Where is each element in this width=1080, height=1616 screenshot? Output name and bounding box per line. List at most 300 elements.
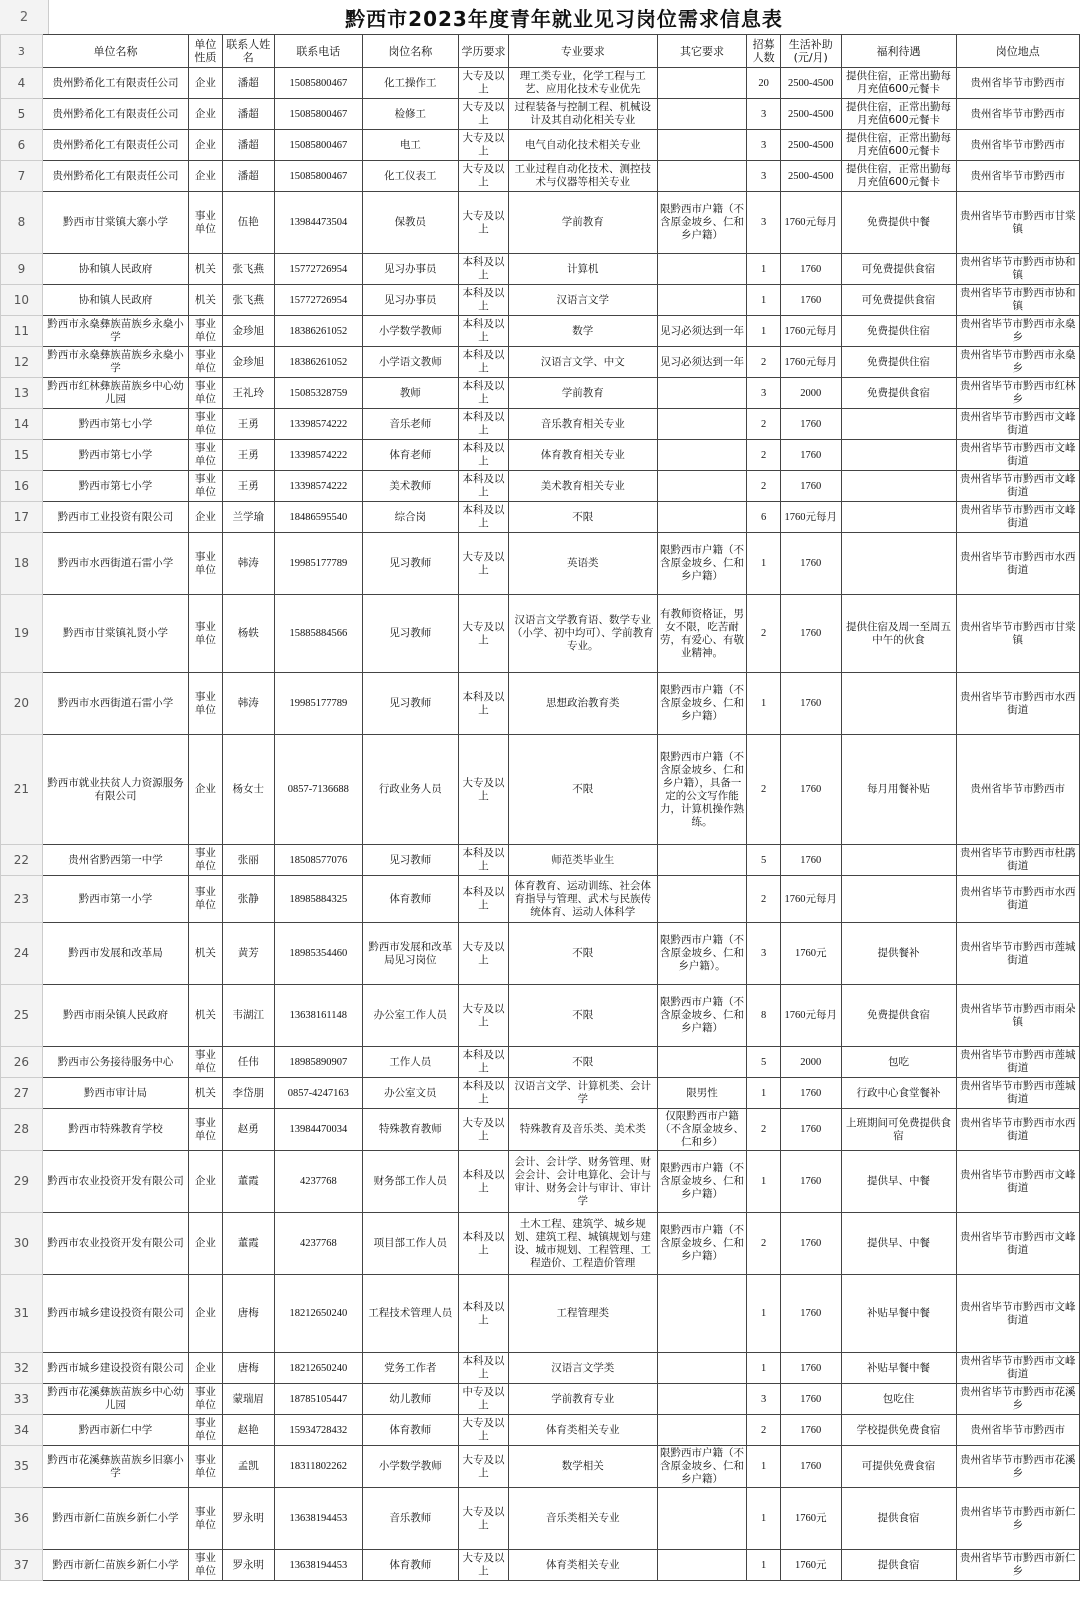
- unit-name-cell: 黔西市永燊彝族苗族乡永燊小学: [42, 347, 188, 378]
- benefits-cell: 提供住宿，正常出勤每月充值600元餐卡: [841, 161, 956, 192]
- unit-name-cell: 黔西市发展和改革局: [42, 923, 188, 985]
- benefits-cell: 包吃住: [841, 1384, 956, 1415]
- other-req-cell: [657, 1415, 747, 1446]
- unit-name-cell: 黔西市农业投资开发有限公司: [42, 1213, 188, 1275]
- header-contact-name: 联系人姓名: [222, 35, 274, 68]
- benefits-cell: [841, 673, 956, 735]
- education-cell: 本科及以上: [458, 1078, 508, 1109]
- allowance-cell: 1760: [780, 1078, 841, 1109]
- location-cell: 贵州省毕节市黔西市花溪乡: [956, 1384, 1079, 1415]
- headcount-cell: 2: [747, 471, 780, 502]
- headcount-cell: 2: [747, 409, 780, 440]
- benefits-cell: [841, 502, 956, 533]
- position-cell: 见习教师: [362, 533, 458, 595]
- phone-cell: 18386261052: [274, 316, 362, 347]
- position-cell: 小学数学教师: [362, 1446, 458, 1488]
- other-req-cell: 限黔西市户籍（不含原金坡乡、仁和乡户籍）: [657, 673, 747, 735]
- phone-cell: 19985177789: [274, 673, 362, 735]
- education-cell: 本科及以上: [458, 440, 508, 471]
- phone-cell: 18311802262: [274, 1446, 362, 1488]
- major-cell: 学前教育: [509, 378, 657, 409]
- contact-name-cell: 赵勇: [222, 1109, 274, 1151]
- allowance-cell: 1760元每月: [780, 502, 841, 533]
- headcount-cell: 3: [747, 161, 780, 192]
- unit-type-cell: 企业: [189, 1275, 222, 1353]
- allowance-cell: 1760: [780, 1415, 841, 1446]
- unit-name-cell: 黔西市新仁苗族乡新仁小学: [42, 1550, 188, 1581]
- unit-type-cell: 事业单位: [189, 316, 222, 347]
- row-number: 31: [1, 1275, 43, 1353]
- contact-name-cell: 韦湖江: [222, 985, 274, 1047]
- contact-name-cell: 唐梅: [222, 1353, 274, 1384]
- allowance-cell: 1760元每月: [780, 985, 841, 1047]
- other-req-cell: [657, 502, 747, 533]
- unit-name-cell: 黔西市甘棠镇礼贤小学: [42, 595, 188, 673]
- other-req-cell: [657, 285, 747, 316]
- other-req-cell: [657, 845, 747, 876]
- headcount-cell: 3: [747, 923, 780, 985]
- unit-type-cell: 事业单位: [189, 409, 222, 440]
- benefits-cell: 免费提供中餐: [841, 192, 956, 254]
- benefits-cell: 上班期间可免费提供食宿: [841, 1109, 956, 1151]
- benefits-cell: 提供餐补: [841, 923, 956, 985]
- unit-name-cell: 贵州省黔西第一中学: [42, 845, 188, 876]
- allowance-cell: 1760: [780, 1384, 841, 1415]
- headcount-cell: 1: [747, 316, 780, 347]
- location-cell: 贵州省毕节市黔西市: [956, 1415, 1079, 1446]
- education-cell: 本科及以上: [458, 1275, 508, 1353]
- education-cell: 大专及以上: [458, 533, 508, 595]
- row-number: 36: [1, 1488, 43, 1550]
- other-req-cell: 限黔西市户籍（不含原金坡乡、仁和乡户籍）: [657, 1446, 747, 1488]
- unit-type-cell: 事业单位: [189, 845, 222, 876]
- headcount-cell: 2: [747, 595, 780, 673]
- position-cell: 美术教师: [362, 471, 458, 502]
- row-number: 21: [1, 735, 43, 845]
- benefits-cell: 免费提供食宿: [841, 985, 956, 1047]
- benefits-cell: 提供早、中餐: [841, 1213, 956, 1275]
- unit-type-cell: 事业单位: [189, 673, 222, 735]
- other-req-cell: [657, 68, 747, 99]
- major-cell: 思想政治教育类: [509, 673, 657, 735]
- header-headcount: 招募人数: [747, 35, 780, 68]
- headcount-cell: 1: [747, 1078, 780, 1109]
- education-cell: 本科及以上: [458, 876, 508, 923]
- location-cell: 贵州省毕节市黔西市文峰街道: [956, 502, 1079, 533]
- table-row: [1, 99, 1080, 130]
- contact-name-cell: 杨女士: [222, 735, 274, 845]
- table-row: [1, 1353, 1080, 1384]
- location-cell: 贵州省毕节市黔西市莲城街道: [956, 1078, 1079, 1109]
- major-cell: 不限: [509, 1047, 657, 1078]
- unit-name-cell: 贵州黔希化工有限责任公司: [42, 68, 188, 99]
- major-cell: 不限: [509, 923, 657, 985]
- location-cell: 贵州省毕节市黔西市水西街道: [956, 533, 1079, 595]
- benefits-cell: [841, 471, 956, 502]
- allowance-cell: 2000: [780, 1047, 841, 1078]
- contact-name-cell: 王礼玲: [222, 378, 274, 409]
- headcount-cell: 2: [747, 1213, 780, 1275]
- phone-cell: 18508577076: [274, 845, 362, 876]
- row-number-2: 2: [0, 0, 49, 35]
- location-cell: 贵州省毕节市黔西市雨朵镇: [956, 985, 1079, 1047]
- major-cell: 过程装备与控制工程、机械设计及其自动化相关专业: [509, 99, 657, 130]
- other-req-cell: [657, 254, 747, 285]
- other-req-cell: 限黔西市户籍（不含原金坡乡、仁和乡户籍）: [657, 1151, 747, 1213]
- major-cell: 音乐教育相关专业: [509, 409, 657, 440]
- headcount-cell: 1: [747, 254, 780, 285]
- unit-type-cell: 事业单位: [189, 595, 222, 673]
- position-cell: 化工操作工: [362, 68, 458, 99]
- unit-type-cell: 事业单位: [189, 876, 222, 923]
- benefits-cell: 提供住宿，正常出勤每月充值600元餐卡: [841, 68, 956, 99]
- contact-name-cell: 张飞燕: [222, 254, 274, 285]
- phone-cell: 15772726954: [274, 254, 362, 285]
- row-number: 35: [1, 1446, 43, 1488]
- table-row: [1, 1109, 1080, 1151]
- major-cell: 会计、会计学、财务管理、财会会计、会计电算化、会计与审计、财务会计与审计、审计学: [509, 1151, 657, 1213]
- other-req-cell: 限黔西市户籍（不含原金坡乡、仁和乡户籍），具备一定的公文写作能力，计算机操作熟练。: [657, 735, 747, 845]
- benefits-cell: [841, 409, 956, 440]
- contact-name-cell: 孟凯: [222, 1446, 274, 1488]
- allowance-cell: 1760: [780, 440, 841, 471]
- row-number: 27: [1, 1078, 43, 1109]
- header-phone: 联系电话: [274, 35, 362, 68]
- allowance-cell: 1760: [780, 595, 841, 673]
- position-cell: 办公室文员: [362, 1078, 458, 1109]
- unit-type-cell: 事业单位: [189, 1384, 222, 1415]
- location-cell: 贵州省毕节市黔西市: [956, 735, 1079, 845]
- major-cell: 理工类专业，化学工程与工艺、应用化技术专业优先: [509, 68, 657, 99]
- benefits-cell: [841, 876, 956, 923]
- other-req-cell: 见习必须达到一年: [657, 347, 747, 378]
- allowance-cell: 2500-4500: [780, 161, 841, 192]
- contact-name-cell: 董霞: [222, 1213, 274, 1275]
- header-row: [1, 35, 1080, 68]
- major-cell: 特殊教育及音乐类、美术类: [509, 1109, 657, 1151]
- position-cell: 财务部工作人员: [362, 1151, 458, 1213]
- contact-name-cell: 王勇: [222, 409, 274, 440]
- location-cell: 贵州省毕节市黔西市水西街道: [956, 1109, 1079, 1151]
- allowance-cell: 1760: [780, 1446, 841, 1488]
- table-row: [1, 735, 1080, 845]
- table-row: [1, 285, 1080, 316]
- education-cell: 大专及以上: [458, 161, 508, 192]
- other-req-cell: [657, 1275, 747, 1353]
- phone-cell: 13984470034: [274, 1109, 362, 1151]
- contact-name-cell: 潘超: [222, 130, 274, 161]
- unit-name-cell: 协和镇人民政府: [42, 285, 188, 316]
- position-cell: 黔西市发展和改革局见习岗位: [362, 923, 458, 985]
- position-cell: 音乐教师: [362, 1488, 458, 1550]
- other-req-cell: 限男性: [657, 1078, 747, 1109]
- row-number: 23: [1, 876, 43, 923]
- other-req-cell: [657, 130, 747, 161]
- benefits-cell: 补贴早餐中餐: [841, 1275, 956, 1353]
- allowance-cell: 2500-4500: [780, 68, 841, 99]
- unit-type-cell: 企业: [189, 130, 222, 161]
- phone-cell: 15085328759: [274, 378, 362, 409]
- headcount-cell: 2: [747, 347, 780, 378]
- unit-name-cell: 黔西市甘棠镇大寨小学: [42, 192, 188, 254]
- unit-name-cell: 贵州黔希化工有限责任公司: [42, 161, 188, 192]
- unit-type-cell: 机关: [189, 923, 222, 985]
- major-cell: 数学相关: [509, 1446, 657, 1488]
- position-cell: 见习办事员: [362, 254, 458, 285]
- location-cell: 贵州省毕节市黔西市: [956, 161, 1079, 192]
- position-cell: 办公室工作人员: [362, 985, 458, 1047]
- unit-type-cell: 事业单位: [189, 192, 222, 254]
- major-cell: 不限: [509, 502, 657, 533]
- unit-type-cell: 事业单位: [189, 1488, 222, 1550]
- table-row: [1, 1275, 1080, 1353]
- major-cell: 电气自动化技术相关专业: [509, 130, 657, 161]
- allowance-cell: 1760元: [780, 1550, 841, 1581]
- unit-name-cell: 黔西市雨朵镇人民政府: [42, 985, 188, 1047]
- unit-name-cell: 黔西市第七小学: [42, 471, 188, 502]
- position-cell: 体育教师: [362, 1415, 458, 1446]
- location-cell: 贵州省毕节市黔西市: [956, 130, 1079, 161]
- contact-name-cell: 张丽: [222, 845, 274, 876]
- education-cell: 本科及以上: [458, 1353, 508, 1384]
- benefits-cell: 提供食宿: [841, 1550, 956, 1581]
- location-cell: 贵州省毕节市黔西市新仁乡: [956, 1550, 1079, 1581]
- major-cell: 计算机: [509, 254, 657, 285]
- headcount-cell: 3: [747, 99, 780, 130]
- education-cell: 大专及以上: [458, 1488, 508, 1550]
- location-cell: 贵州省毕节市黔西市莲城街道: [956, 1047, 1079, 1078]
- education-cell: 本科及以上: [458, 347, 508, 378]
- education-cell: 大专及以上: [458, 1446, 508, 1488]
- phone-cell: 13398574222: [274, 440, 362, 471]
- headcount-cell: 1: [747, 1488, 780, 1550]
- education-cell: 大专及以上: [458, 68, 508, 99]
- benefits-cell: [841, 533, 956, 595]
- major-cell: 音乐类相关专业: [509, 1488, 657, 1550]
- phone-cell: 18985884325: [274, 876, 362, 923]
- headcount-cell: 1: [747, 1446, 780, 1488]
- position-cell: 见习教师: [362, 673, 458, 735]
- allowance-cell: 1760: [780, 1353, 841, 1384]
- headcount-cell: 20: [747, 68, 780, 99]
- unit-type-cell: 企业: [189, 68, 222, 99]
- table-row: [1, 378, 1080, 409]
- allowance-cell: 1760: [780, 1151, 841, 1213]
- header-education: 学历要求: [458, 35, 508, 68]
- phone-cell: 0857-4247163: [274, 1078, 362, 1109]
- education-cell: 大专及以上: [458, 1550, 508, 1581]
- phone-cell: 13638194453: [274, 1550, 362, 1581]
- contact-name-cell: 王勇: [222, 440, 274, 471]
- location-cell: 贵州省毕节市黔西市文峰街道: [956, 1151, 1079, 1213]
- unit-type-cell: 企业: [189, 735, 222, 845]
- other-req-cell: [657, 471, 747, 502]
- table-row: [1, 673, 1080, 735]
- unit-name-cell: 黔西市水西街道石雷小学: [42, 673, 188, 735]
- table-row: [1, 1384, 1080, 1415]
- unit-type-cell: 事业单位: [189, 1109, 222, 1151]
- major-cell: 师范类毕业生: [509, 845, 657, 876]
- phone-cell: 19985177789: [274, 533, 362, 595]
- unit-name-cell: 黔西市工业投资有限公司: [42, 502, 188, 533]
- benefits-cell: 包吃: [841, 1047, 956, 1078]
- education-cell: 大专及以上: [458, 595, 508, 673]
- headcount-cell: 2: [747, 1109, 780, 1151]
- headcount-cell: 8: [747, 985, 780, 1047]
- position-cell: 教师: [362, 378, 458, 409]
- location-cell: 贵州省毕节市黔西市文峰街道: [956, 440, 1079, 471]
- unit-name-cell: 黔西市红林彝族苗族乡中心幼儿园: [42, 378, 188, 409]
- location-cell: 贵州省毕节市黔西市甘棠镇: [956, 595, 1079, 673]
- other-req-cell: 限黔西市户籍（不含原金坡乡、仁和乡户籍）。: [657, 923, 747, 985]
- education-cell: 本科及以上: [458, 1151, 508, 1213]
- position-cell: 体育老师: [362, 440, 458, 471]
- position-cell: 音乐老师: [362, 409, 458, 440]
- unit-name-cell: 黔西市第七小学: [42, 440, 188, 471]
- table-row: [1, 192, 1080, 254]
- education-cell: 本科及以上: [458, 673, 508, 735]
- other-req-cell: [657, 378, 747, 409]
- contact-name-cell: 李岱朋: [222, 1078, 274, 1109]
- phone-cell: 13638161148: [274, 985, 362, 1047]
- row-number: 14: [1, 409, 43, 440]
- major-cell: 体育类相关专业: [509, 1550, 657, 1581]
- major-cell: 汉语言文学、计算机类、会计学: [509, 1078, 657, 1109]
- other-req-cell: [657, 1353, 747, 1384]
- contact-name-cell: 杨轶: [222, 595, 274, 673]
- unit-name-cell: 协和镇人民政府: [42, 254, 188, 285]
- sheet-title: 黔西市2023年度青年就业见习岗位需求信息表: [48, 0, 1080, 35]
- unit-type-cell: 事业单位: [189, 471, 222, 502]
- unit-type-cell: 机关: [189, 985, 222, 1047]
- allowance-cell: 2500-4500: [780, 130, 841, 161]
- unit-type-cell: 事业单位: [189, 1047, 222, 1078]
- phone-cell: 18212650240: [274, 1275, 362, 1353]
- unit-name-cell: 贵州黔希化工有限责任公司: [42, 130, 188, 161]
- major-cell: 工业过程自动化技术、测控技术与仪器等相关专业: [509, 161, 657, 192]
- contact-name-cell: 韩涛: [222, 533, 274, 595]
- headcount-cell: 2: [747, 440, 780, 471]
- row-number: 12: [1, 347, 43, 378]
- unit-type-cell: 事业单位: [189, 378, 222, 409]
- row-number: 15: [1, 440, 43, 471]
- location-cell: 贵州省毕节市黔西市协和镇: [956, 254, 1079, 285]
- location-cell: 贵州省毕节市黔西市永燊乡: [956, 347, 1079, 378]
- unit-name-cell: 黔西市就业扶贫人力资源服务有限公司: [42, 735, 188, 845]
- location-cell: 贵州省毕节市黔西市水西街道: [956, 673, 1079, 735]
- position-cell: 见习办事员: [362, 285, 458, 316]
- major-cell: 汉语言文学、中文: [509, 347, 657, 378]
- position-cell: 工程技术管理人员: [362, 1275, 458, 1353]
- other-req-cell: [657, 1047, 747, 1078]
- contact-name-cell: 赵艳: [222, 1415, 274, 1446]
- table-row: [1, 1213, 1080, 1275]
- table-row: [1, 1151, 1080, 1213]
- unit-type-cell: 企业: [189, 161, 222, 192]
- unit-name-cell: 黔西市水西街道石雷小学: [42, 533, 188, 595]
- allowance-cell: 1760: [780, 409, 841, 440]
- row-number: 29: [1, 1151, 43, 1213]
- contact-name-cell: 潘超: [222, 99, 274, 130]
- other-req-cell: 仅限黔西市户籍（不含原金坡乡、仁和乡）: [657, 1109, 747, 1151]
- education-cell: 中专及以上: [458, 1384, 508, 1415]
- benefits-cell: 免费提供住宿: [841, 347, 956, 378]
- headcount-cell: 5: [747, 845, 780, 876]
- phone-cell: 15772726954: [274, 285, 362, 316]
- contact-name-cell: 金珍旭: [222, 347, 274, 378]
- unit-type-cell: 事业单位: [189, 1550, 222, 1581]
- major-cell: 体育教育相关专业: [509, 440, 657, 471]
- row-number: 13: [1, 378, 43, 409]
- location-cell: 贵州省毕节市黔西市文峰街道: [956, 1353, 1079, 1384]
- benefits-cell: [841, 440, 956, 471]
- location-cell: 贵州省毕节市黔西市新仁乡: [956, 1488, 1079, 1550]
- benefits-cell: 提供住宿，正常出勤每月充值600元餐卡: [841, 99, 956, 130]
- header-location: 岗位地点: [956, 35, 1079, 68]
- row-number: 16: [1, 471, 43, 502]
- phone-cell: 15085800467: [274, 130, 362, 161]
- headcount-cell: 1: [747, 533, 780, 595]
- unit-name-cell: 黔西市公务接待服务中心: [42, 1047, 188, 1078]
- allowance-cell: 1760元每月: [780, 876, 841, 923]
- location-cell: 贵州省毕节市黔西市花溪乡: [956, 1446, 1079, 1488]
- major-cell: 学前教育: [509, 192, 657, 254]
- education-cell: 大专及以上: [458, 1415, 508, 1446]
- phone-cell: 18985890907: [274, 1047, 362, 1078]
- table-row: [1, 347, 1080, 378]
- job-table: [0, 34, 1080, 1581]
- row-number: 4: [1, 68, 43, 99]
- headcount-cell: 1: [747, 1151, 780, 1213]
- contact-name-cell: 罗永明: [222, 1488, 274, 1550]
- unit-name-cell: 黔西市城乡建设投资有限公司: [42, 1353, 188, 1384]
- unit-type-cell: 机关: [189, 254, 222, 285]
- header-allowance: 生活补助(元/月): [780, 35, 841, 68]
- position-cell: 项目部工作人员: [362, 1213, 458, 1275]
- headcount-cell: 2: [747, 735, 780, 845]
- other-req-cell: 见习必须达到一年: [657, 316, 747, 347]
- unit-type-cell: 事业单位: [189, 533, 222, 595]
- benefits-cell: 可免费提供食宿: [841, 285, 956, 316]
- benefits-cell: 提供住宿，正常出勤每月充值600元餐卡: [841, 130, 956, 161]
- headcount-cell: 1: [747, 1550, 780, 1581]
- row-number: 25: [1, 985, 43, 1047]
- allowance-cell: 1760: [780, 254, 841, 285]
- other-req-cell: 限黔西市户籍（不含原金坡乡、仁和乡户籍）: [657, 1213, 747, 1275]
- header-unit-type: 单位性质: [189, 35, 222, 68]
- phone-cell: 13398574222: [274, 471, 362, 502]
- phone-cell: 13638194453: [274, 1488, 362, 1550]
- education-cell: 大专及以上: [458, 99, 508, 130]
- table-row: [1, 985, 1080, 1047]
- unit-name-cell: 黔西市第一小学: [42, 876, 188, 923]
- contact-name-cell: 黄芳: [222, 923, 274, 985]
- table-row: [1, 533, 1080, 595]
- major-cell: 不限: [509, 985, 657, 1047]
- contact-name-cell: 董霞: [222, 1151, 274, 1213]
- row-number: 11: [1, 316, 43, 347]
- contact-name-cell: 王勇: [222, 471, 274, 502]
- contact-name-cell: 韩涛: [222, 673, 274, 735]
- unit-name-cell: 黔西市第七小学: [42, 409, 188, 440]
- header-position: 岗位名称: [362, 35, 458, 68]
- phone-cell: 15934728432: [274, 1415, 362, 1446]
- phone-cell: 15085800467: [274, 68, 362, 99]
- position-cell: 行政业务人员: [362, 735, 458, 845]
- other-req-cell: [657, 440, 747, 471]
- headcount-cell: 2: [747, 876, 780, 923]
- headcount-cell: 6: [747, 502, 780, 533]
